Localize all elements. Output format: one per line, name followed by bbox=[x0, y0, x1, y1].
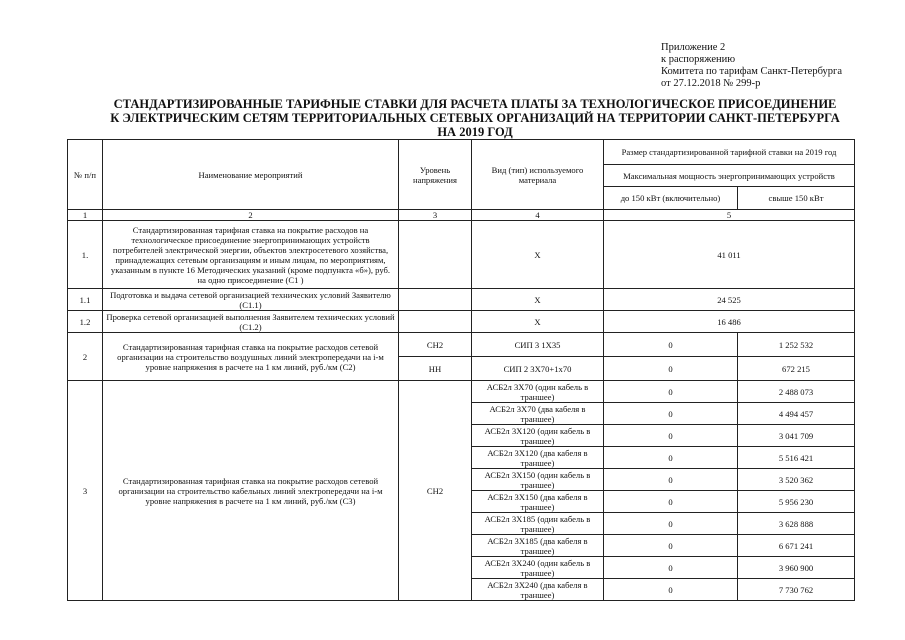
title-line: НА 2019 ГОД bbox=[437, 125, 513, 139]
header-num: № п/п bbox=[68, 140, 103, 210]
row-material: АСБ2л 3Х120 (один кабель в траншее) bbox=[472, 425, 604, 447]
row-over150: 5 516 421 bbox=[738, 447, 855, 469]
row-material: X bbox=[472, 289, 604, 311]
row-num: 1.2 bbox=[68, 311, 103, 333]
row-name: Подготовка и выдача сетевой организацией технических условий Заявителю (C1.1) bbox=[103, 289, 399, 311]
row-voltage bbox=[399, 311, 472, 333]
row-name: Стандартизированная тарифная ставка на покрытие расходов сетевой организации на строительство кабельных линий электропередачи на i-м уровне напряжения в расчете на 1 км линий, руб./км (C3) bbox=[103, 381, 399, 601]
appendix-line: Приложение 2 bbox=[661, 42, 726, 53]
row-upto150: 0 bbox=[604, 469, 738, 491]
tariff-table bbox=[67, 139, 855, 601]
row-over150: 5 956 230 bbox=[738, 491, 855, 513]
table-row bbox=[68, 381, 855, 403]
row-material: СИП 2 3Х70+1х70 bbox=[472, 357, 604, 381]
row-voltage: СН2 bbox=[399, 381, 472, 601]
title-line: СТАНДАРТИЗИРОВАННЫЕ ТАРИФНЫЕ СТАВКИ ДЛЯ РАСЧЕТА ПЛАТЫ ЗА ТЕХНОЛОГИЧЕСКОЕ ПРИСОЕДИНЕНИЕ bbox=[113, 97, 837, 111]
table-row bbox=[68, 221, 855, 289]
row-voltage bbox=[399, 221, 472, 289]
row-material: АСБ2л 3Х150 (два кабеля в траншее) bbox=[472, 491, 604, 513]
row-over150: 3 041 709 bbox=[738, 425, 855, 447]
column-number: 4 bbox=[472, 210, 604, 221]
header-row bbox=[68, 140, 855, 165]
appendix-line: от 27.12.2018 № 299-р bbox=[661, 78, 761, 89]
header-max-power: Максимальная мощность энергопринимающих устройств bbox=[604, 165, 855, 187]
row-material: АСБ2л 3Х240 (один кабель в траншее) bbox=[472, 557, 604, 579]
table-row bbox=[68, 333, 855, 357]
row-material: АСБ2л 3Х185 (один кабель в траншее) bbox=[472, 513, 604, 535]
row-upto150: 0 bbox=[604, 357, 738, 381]
row-over150: 3 960 900 bbox=[738, 557, 855, 579]
row-num: 1. bbox=[68, 221, 103, 289]
header-rate-size: Размер стандартизированной тарифной ставки на 2019 год bbox=[604, 140, 855, 165]
row-name: Стандартизированная тарифная ставка на покрытие расходов на технологическое присоединение энергопринимающих устройств потребителей электрической энергии, объектов электросетевого хозяйства, принадлежащих сетевым организациям и иным лицам, по мероприятиям, указанным в пункте 16 Методических указаний (кроме подпункта «б»), руб. на одно присоединение (C1 ) bbox=[103, 221, 399, 289]
header-upto150: до 150 кВт (включительно) bbox=[604, 187, 738, 210]
row-material: СИП 3 1Х35 bbox=[472, 333, 604, 357]
document-title bbox=[90, 97, 860, 139]
row-upto150: 0 bbox=[604, 535, 738, 557]
row-voltage: СН2 bbox=[399, 333, 472, 357]
row-over150: 1 252 532 bbox=[738, 333, 855, 357]
row-material: АСБ2л 3Х120 (два кабеля в траншее) bbox=[472, 447, 604, 469]
row-voltage bbox=[399, 289, 472, 311]
table-row bbox=[68, 289, 855, 311]
row-over150: 4 494 457 bbox=[738, 403, 855, 425]
row-upto150: 0 bbox=[604, 403, 738, 425]
row-upto150: 0 bbox=[604, 333, 738, 357]
row-material: X bbox=[472, 221, 604, 289]
row-over150: 3 520 362 bbox=[738, 469, 855, 491]
row-upto150: 0 bbox=[604, 381, 738, 403]
row-value: 41 011 bbox=[604, 221, 855, 289]
appendix-line: к распоряжению bbox=[661, 54, 736, 65]
header-name: Наименование мероприятий bbox=[103, 140, 399, 210]
row-over150: 672 215 bbox=[738, 357, 855, 381]
title-line: К ЭЛЕКТРИЧЕСКИМ СЕТЯМ ТЕРРИТОРИАЛЬНЫХ СЕТЕВЫХ ОРГАНИЗАЦИЙ НА ТЕРРИТОРИИ САНКТ-ПЕТЕРБУРГА bbox=[110, 111, 840, 125]
row-over150: 2 488 073 bbox=[738, 381, 855, 403]
row-value: 24 525 bbox=[604, 289, 855, 311]
table-row bbox=[68, 311, 855, 333]
appendix-block bbox=[661, 42, 891, 90]
row-upto150: 0 bbox=[604, 579, 738, 601]
column-numbers-row bbox=[68, 210, 855, 221]
row-name: Стандартизированная тарифная ставка на покрытие расходов сетевой организации на строительство воздушных линий электропередачи на i-м уровне напряжения в расчете на 1 км линий, руб./км (C2) bbox=[103, 333, 399, 381]
appendix-line: Комитета по тарифам Санкт-Петербурга bbox=[661, 66, 843, 77]
header-material: Вид (тип) используемого материала bbox=[472, 140, 604, 210]
row-material: АСБ2л 3Х150 (один кабель в траншее) bbox=[472, 469, 604, 491]
row-over150: 3 628 888 bbox=[738, 513, 855, 535]
row-num: 2 bbox=[68, 333, 103, 381]
row-over150: 6 671 241 bbox=[738, 535, 855, 557]
row-material: АСБ2л 3Х70 (два кабеля в траншее) bbox=[472, 403, 604, 425]
row-material: АСБ2л 3Х185 (два кабеля в траншее) bbox=[472, 535, 604, 557]
row-upto150: 0 bbox=[604, 491, 738, 513]
column-number: 3 bbox=[399, 210, 472, 221]
row-material: АСБ2л 3Х70 (один кабель в траншее) bbox=[472, 381, 604, 403]
header-voltage: Уровень напряжения bbox=[399, 140, 472, 210]
column-number: 5 bbox=[604, 210, 855, 221]
column-number: 1 bbox=[68, 210, 103, 221]
row-over150: 7 730 762 bbox=[738, 579, 855, 601]
header-over150: свыше 150 кВт bbox=[738, 187, 855, 210]
row-material: АСБ2л 3Х240 (два кабеля в траншее) bbox=[472, 579, 604, 601]
row-num: 3 bbox=[68, 381, 103, 601]
row-upto150: 0 bbox=[604, 513, 738, 535]
row-num: 1.1 bbox=[68, 289, 103, 311]
row-name: Проверка сетевой организацией выполнения Заявителем технических условий (C1.2) bbox=[103, 311, 399, 333]
row-value: 16 486 bbox=[604, 311, 855, 333]
row-upto150: 0 bbox=[604, 425, 738, 447]
column-number: 2 bbox=[103, 210, 399, 221]
row-upto150: 0 bbox=[604, 447, 738, 469]
row-voltage: НН bbox=[399, 357, 472, 381]
row-material: X bbox=[472, 311, 604, 333]
row-upto150: 0 bbox=[604, 557, 738, 579]
